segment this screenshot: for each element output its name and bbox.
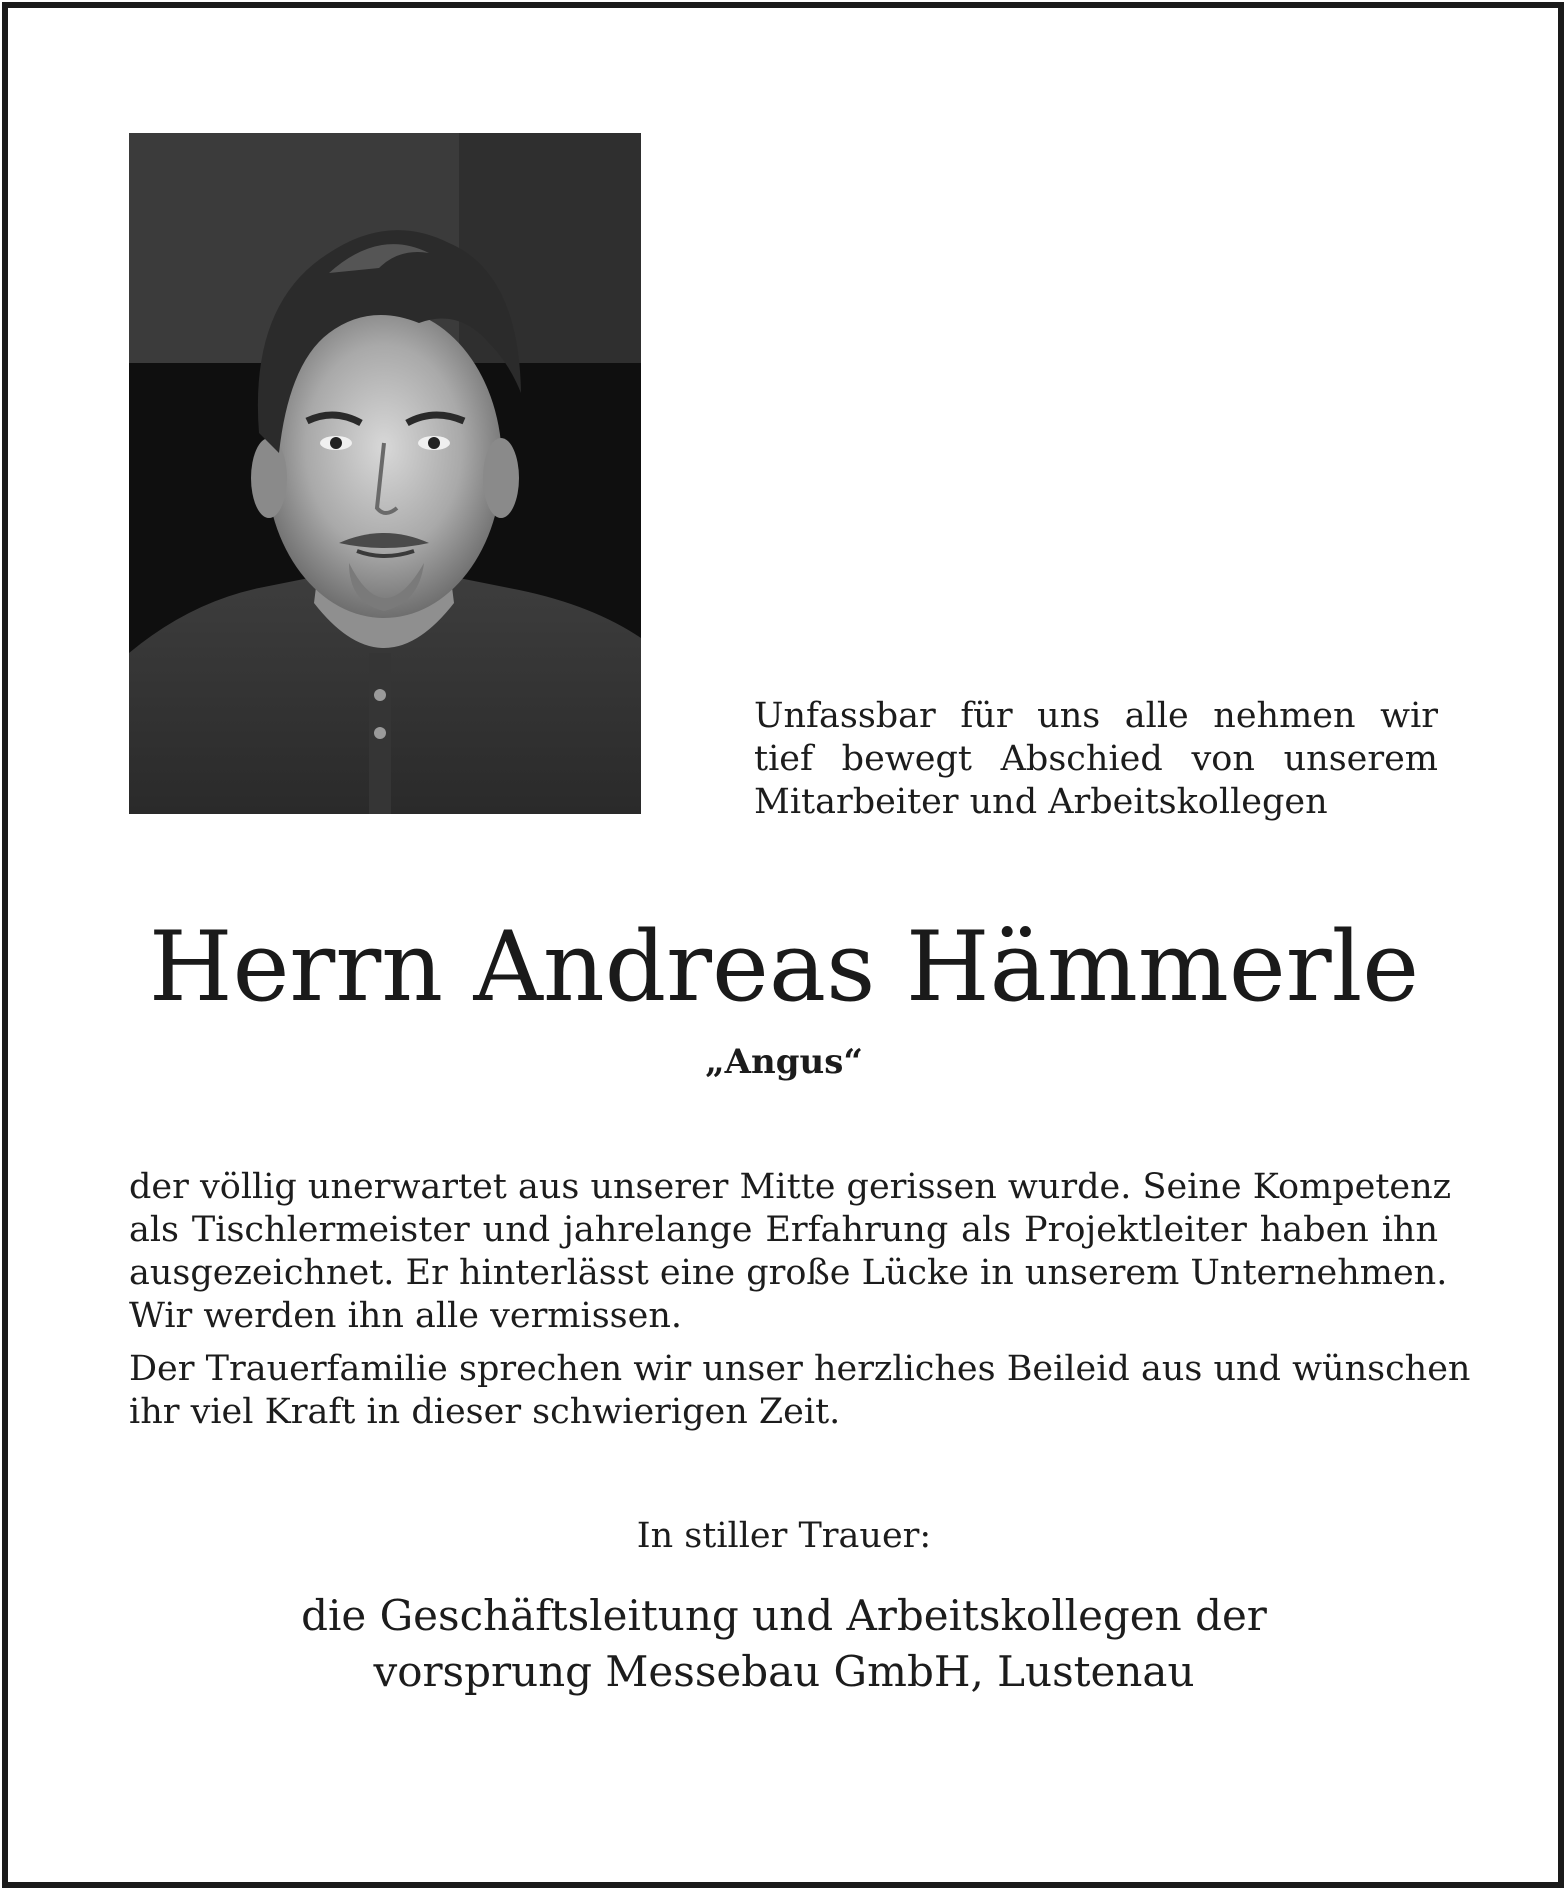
signoff-signature [0, 1588, 1568, 1700]
intro-text [754, 695, 1438, 824]
deceased-nickname: „Angus“ [705, 1042, 863, 1082]
body-line: ausgezeichnet. Er hinterlässt eine große Lücke in unserem Unternehmen. [129, 1253, 1448, 1293]
deceased-name: Herrn Andreas Hämmerle [148, 911, 1420, 1023]
body-line: Wir werden ihn alle vermissen. [129, 1296, 682, 1336]
signoff-line: die Geschäftsleitung und Arbeitskollegen der [301, 1591, 1267, 1640]
signoff-intro: In stiller Trauer: [636, 1516, 932, 1556]
body-line: als Tischlermeister und jahrelange Erfahrung als Projektleiter haben ihn [129, 1210, 1438, 1250]
portrait-image [129, 133, 641, 814]
body-line: ihr viel Kraft in dieser schwierigen Zeit. [129, 1392, 841, 1432]
portrait-photo [129, 133, 641, 814]
body-line: der völlig unerwartet aus unserer Mitte gerissen wurde. Seine Kompetenz [129, 1167, 1452, 1207]
body-line: Der Trauerfamilie sprechen wir unser herzliches Beileid aus und wünschen [129, 1349, 1471, 1389]
signoff-line: vorsprung Messebau GmbH, Lustenau [373, 1647, 1195, 1696]
intro-line: Unfassbar für uns alle nehmen wir [754, 696, 1438, 736]
obituary-body [129, 1166, 1471, 1434]
intro-line: tief bewegt Abschied von unserem [754, 739, 1438, 779]
intro-line: Mitarbeiter und Arbeitskollegen [754, 782, 1328, 822]
paragraph-gap [129, 1338, 1438, 1348]
